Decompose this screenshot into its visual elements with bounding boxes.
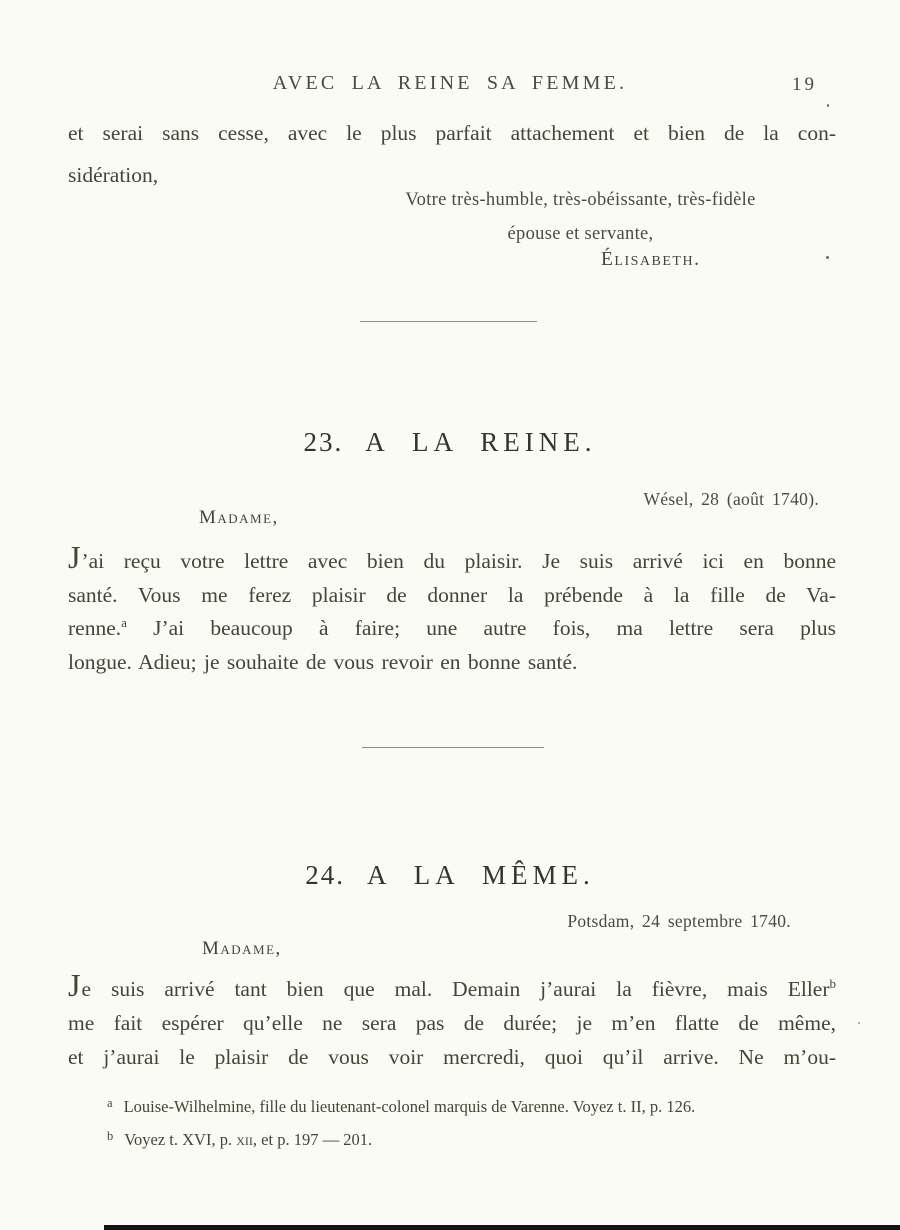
- drop-initial: J: [68, 539, 82, 575]
- footnote-a: $^a$ Louise-Wilhelmine, fille du lieutenant-colonel marquis de Varenne. Voyez t. II, p. 126.: [107, 1096, 696, 1116]
- letter-number: 24.: [305, 860, 345, 890]
- text-line: me fait espérer qu’elle ne sera pas de durée; je m’en flatte de même,: [68, 1011, 836, 1035]
- text-line: et serai sans cesse, avec le plus parfait attachement et bien de la con-: [68, 121, 836, 145]
- letter-23-body: [68, 539, 836, 679]
- letter-24-body: [68, 967, 836, 1074]
- scan-artifact: [827, 104, 829, 107]
- letter-title: A LA MÊME.: [366, 860, 595, 890]
- scan-artifact: [858, 1022, 860, 1024]
- section-divider: [362, 747, 544, 748]
- drop-initial: J: [68, 967, 82, 1003]
- letter-23-salutation: Madame,: [199, 507, 279, 528]
- footnote-ref-a: a: [121, 615, 127, 631]
- letter-23-heading: [0, 427, 900, 458]
- letter-24-heading: [0, 860, 900, 891]
- text-line: et j’aurai le plaisir de vous voir mercredi, quoi qu’il arrive. Ne m’ou-: [68, 1045, 836, 1069]
- roman-numeral: xii: [236, 1129, 253, 1149]
- footnotes: [107, 1089, 852, 1154]
- text-line: J’ai reçu votre lettre avec bien du plaisir. Je suis arrivé ici en bonne: [68, 539, 836, 575]
- page-number: 19: [792, 74, 817, 95]
- section-divider: [360, 321, 537, 322]
- scan-artifact: [826, 256, 829, 259]
- text-line: longue. Adieu; je souhaite de vous revoir en bonne santé.: [68, 649, 578, 674]
- letter-title: A LA REINE.: [365, 427, 597, 457]
- valediction-line: épouse et servante,: [507, 224, 654, 244]
- letter-number: 23.: [303, 427, 344, 457]
- text-line: santé. Vous me ferez plaisir de donner la prébende à la fille de Va-: [68, 582, 836, 607]
- running-title: AVEC LA REINE SA FEMME.: [272, 72, 628, 94]
- text-line: sidération,: [68, 162, 159, 187]
- letter-24-dateline: Potsdam, 24 septembre 1740.: [567, 911, 791, 931]
- letter-23-dateline: Wésel, 28 (août 1740).: [643, 489, 819, 509]
- signature: Élisabeth.: [601, 249, 701, 270]
- text-line: Je suis arrivé tant bien que mal. Demain j’aurai la fièvre, mais Eller$^b$: [68, 967, 836, 1003]
- valediction-line: Votre très-humble, très-obéissante, très-fidèle: [405, 190, 756, 210]
- footnote-marker: a: [107, 1096, 113, 1110]
- running-header: [0, 72, 900, 95]
- text-line: renne.$^a$ J’ai beaucoup à faire; une autre fois, ma lettre sera plus: [68, 615, 836, 641]
- valediction: [328, 183, 833, 251]
- footnote-marker: b: [107, 1128, 114, 1143]
- footnote-b: $^b$ Voyez t. XVI, p. xii, et p. 197 — 201.: [107, 1128, 373, 1149]
- scan-edge-bar: [104, 1225, 900, 1230]
- footnote-ref-b: b: [829, 976, 836, 991]
- letter-24-salutation: Madame,: [202, 938, 282, 959]
